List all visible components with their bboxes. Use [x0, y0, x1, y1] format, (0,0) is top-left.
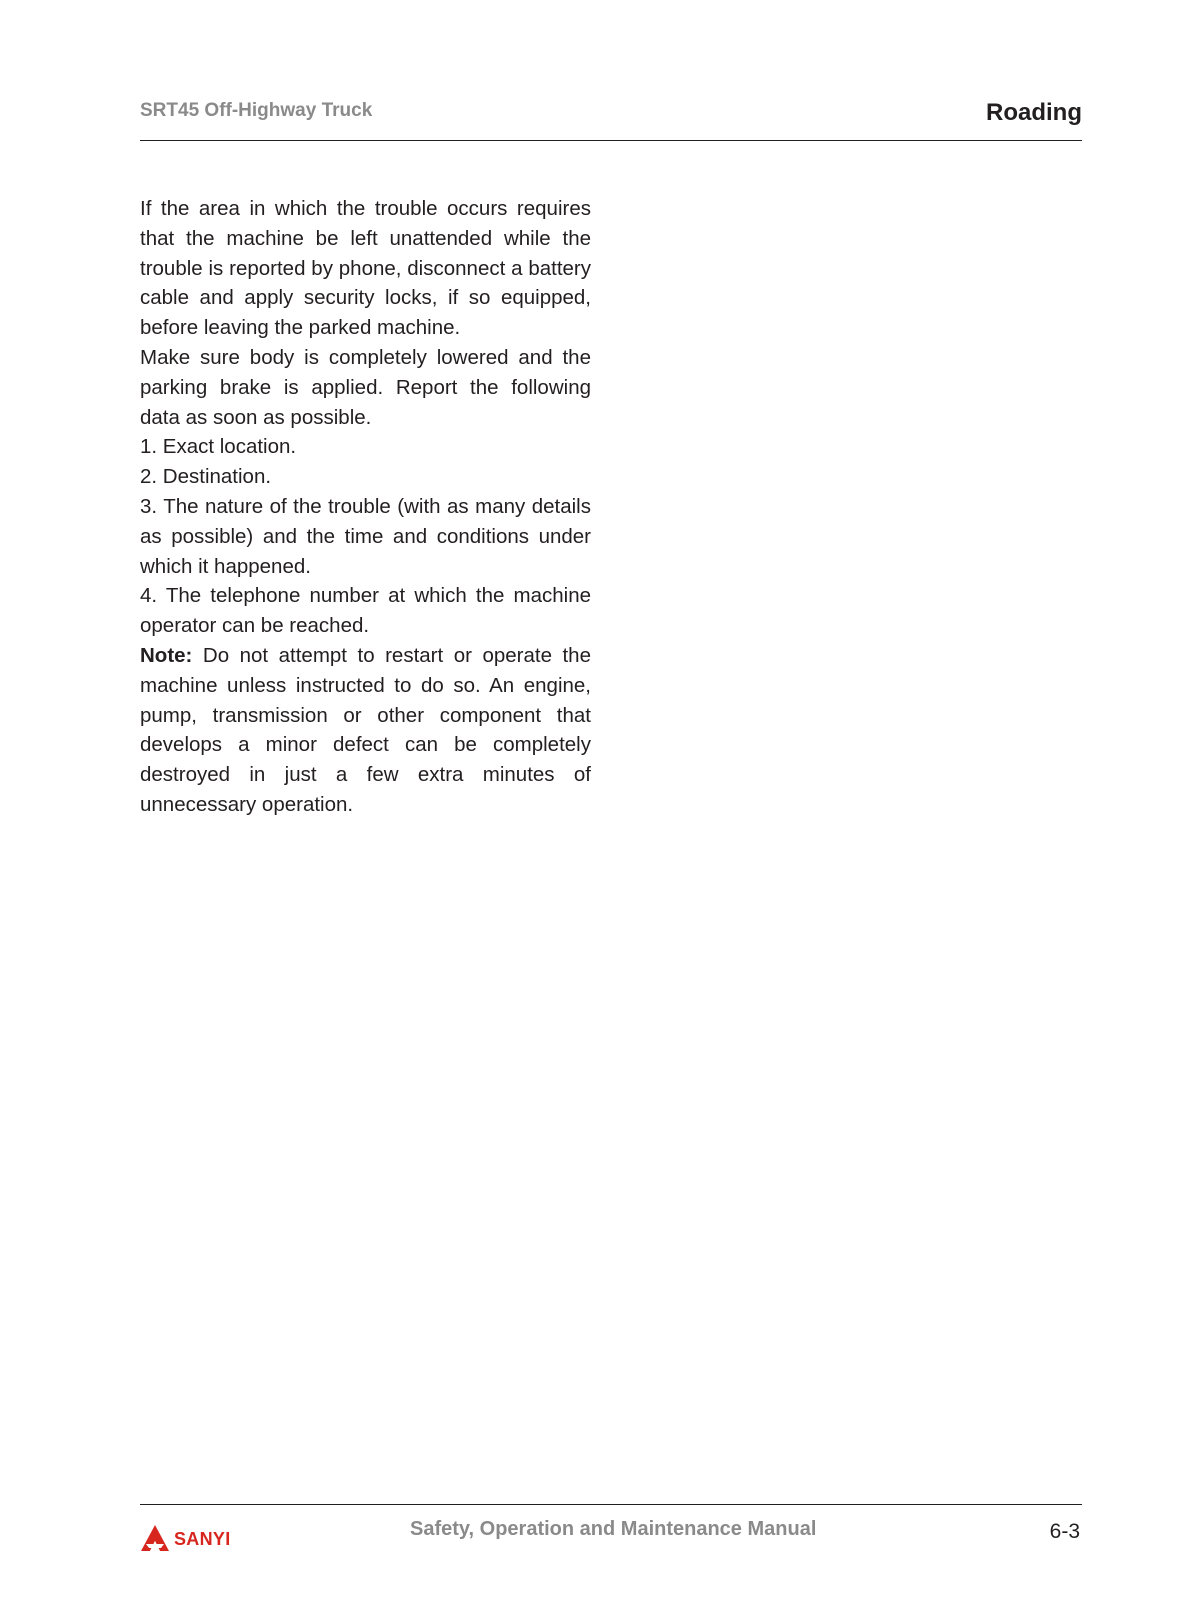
list-item-destination: 2. Destination.: [140, 465, 272, 489]
note-label: Note:: [140, 643, 193, 667]
note-text: Do not attempt to restart or operate the machine unless instructed to do so. An engine, pump, transmission or other component that develops a minor defect can be completely destroyed in just a few extra minutes of unnecessary operation.: [140, 643, 591, 816]
sany-logo: [140, 1523, 231, 1555]
paragraph-unattended: If the area in which the trouble occurs requires that the machine be left unattended while the trouble is reported by phone, disconnect a battery cable and apply security locks, if so equipped, before leaving the parked machine.: [140, 197, 591, 340]
list-item-nature-of-trouble: 3. The nature of the trouble (with as many details as possible) and the time and conditions under which it happened.: [140, 494, 591, 578]
paragraph-report-data: Make sure body is completely lowered and the parking brake is applied. Report the following data as soon as possible.: [140, 345, 591, 429]
manual-title: SRT45 Off-Highway Truck: [140, 100, 373, 121]
list-item-location: 1. Exact location.: [140, 435, 297, 459]
list-item-telephone: 4. The telephone number at which the machine operator can be reached.: [140, 584, 591, 638]
manual-name: Safety, Operation and Maintenance Manual: [410, 1518, 817, 1540]
section-title: Roading: [986, 99, 1082, 126]
header-divider: [140, 140, 1082, 141]
logo-wordmark: SANYI: [174, 1528, 231, 1549]
body-text: [140, 194, 591, 820]
page-number: 6-3: [1049, 1520, 1080, 1543]
note-paragraph: [140, 641, 591, 820]
footer-divider: [140, 1504, 1082, 1505]
sany-logo-icon: [140, 1524, 170, 1554]
